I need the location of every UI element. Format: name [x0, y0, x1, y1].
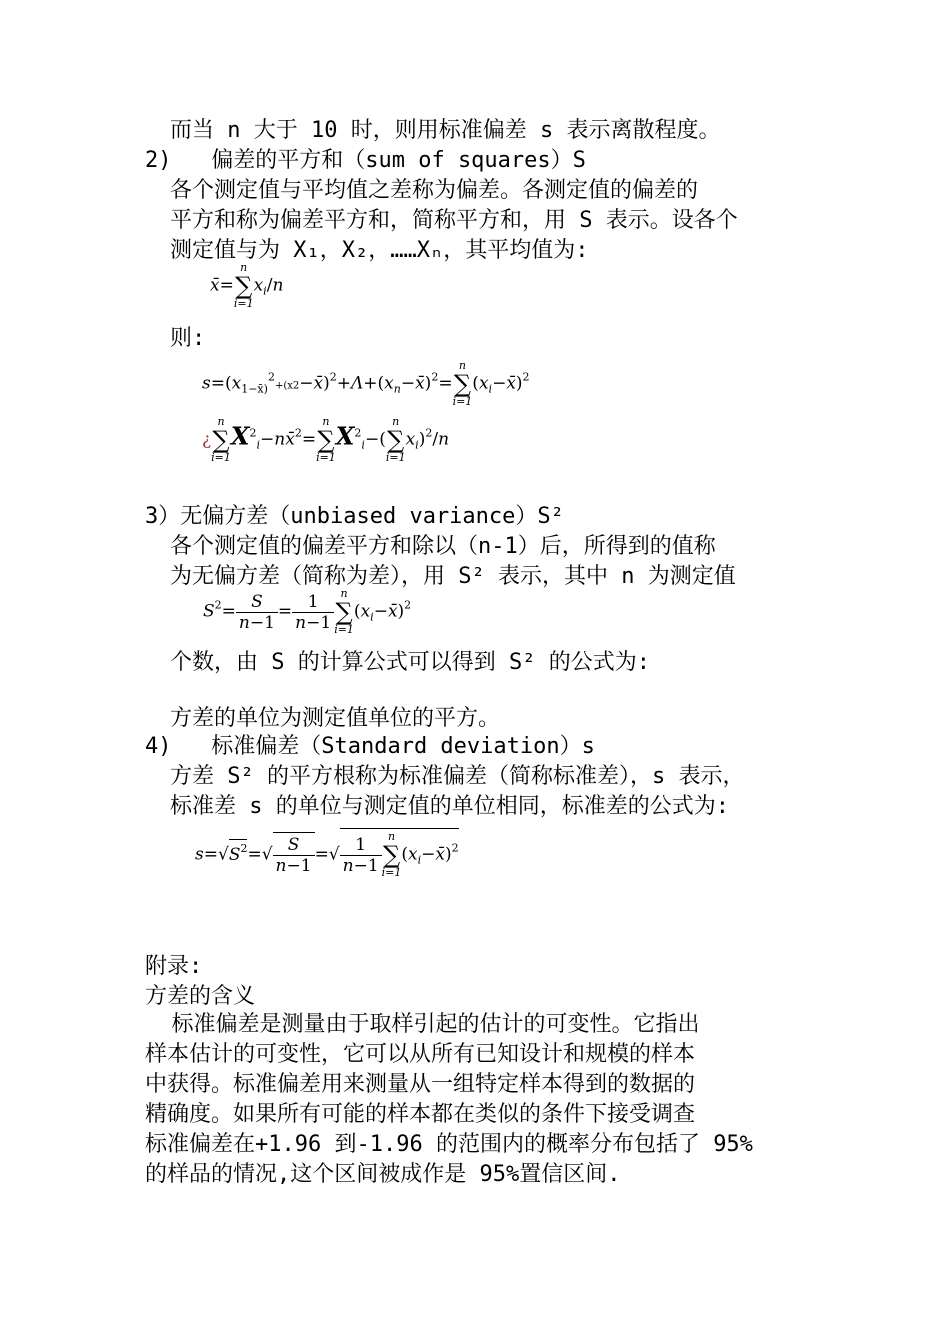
text-line-4: 平方和称为偏差平方和，简称平方和，用 S 表示。设各个 [170, 208, 738, 233]
formula-sum-squares-1: $s=(x_{1-x̄)}^2+(x2-x̄)^2+\Lambda+(x_n-x̄)^2=$ n ∑ i=1 $(x_i-x̄)^2$ [202, 359, 530, 408]
text-line-13: 方差 S² 的平方根称为标准偏差（简称标准差），s 表示， [170, 764, 745, 789]
appendix-text-5: 标准偏差在+1.96 到-1.96 的范围内的概率分布包括了 95% [145, 1132, 753, 1157]
appendix-text-6: 的样品的情况,这个区间被成作是 95%置信区间. [145, 1162, 621, 1187]
formula-sum-squares-2: ¿ n ∑ i=1 $X^2_i-nx̄^2=$ n ∑ i=1 $X^2_i-$( n ∑ i=1 $x_i)^2/n$ [202, 415, 450, 464]
formula-standard-deviation: $s=√S^2=√$ $\frac{S}{n-1}$ =√ $\frac{1}{n-1}$ n ∑ i=1 $(x_i-x̄)^2$ [195, 830, 459, 879]
section-heading-unbiased-variance: 3）无偏方差（unbiased variance）S² [145, 504, 564, 529]
appendix-subheading: 方差的含义 [145, 984, 256, 1009]
text-line-9: 为无偏方差（简称为差），用 S² 表示，其中 n 为测定值 [170, 564, 736, 589]
text-line-5: 测定值与为 X₁，X₂，……Xₙ，其平均值为: [170, 238, 589, 263]
appendix-text-1: 标准偏差是测量由于取样引起的估计的可变性。它指出 [145, 1012, 700, 1037]
appendix-heading: 附录: [145, 954, 203, 979]
appendix-text-4: 精确度。如果所有可能的样本都在类似的条件下接受调查 [145, 1102, 696, 1127]
formula-mean: x̄= n ∑ i=1 $x_i/n$ [210, 261, 284, 310]
text-line-8: 各个测定值的偏差平方和除以（n-1）后，所得到的值称 [170, 534, 716, 559]
text-line-11: 方差的单位为测定值单位的平方。 [170, 706, 501, 731]
text-line-1: 而当 n 大于 10 时，则用标准偏差 s 表示离散程度。 [170, 118, 721, 143]
appendix-text-2: 样本估计的可变性，它可以从所有已知设计和规模的样本 [145, 1042, 696, 1067]
text-line-10: 个数，由 S 的计算公式可以得到 S² 的公式为: [170, 650, 650, 675]
text-line-14: 标准差 s 的单位与测定值的单位相同，标准差的公式为: [170, 794, 729, 819]
formula-variance: $S^2=$ $\frac{S}{n-1}$ = $\frac{1}{n-1}$ n ∑ i=1 $(x_i-x̄)^2$ [203, 587, 412, 636]
section-heading-sum-of-squares: 2) 偏差的平方和（sum of squares）S [145, 148, 586, 173]
appendix-text-3: 中获得。标准偏差用来测量从一组特定样本得到的数据的 [145, 1072, 696, 1097]
section-heading-standard-deviation: 4) 标准偏差（Standard deviation）s [145, 734, 595, 759]
text-line-6: 则: [170, 326, 206, 351]
text-line-3: 各个测定值与平均值之差称为偏差。各测定值的偏差的 [170, 178, 699, 203]
